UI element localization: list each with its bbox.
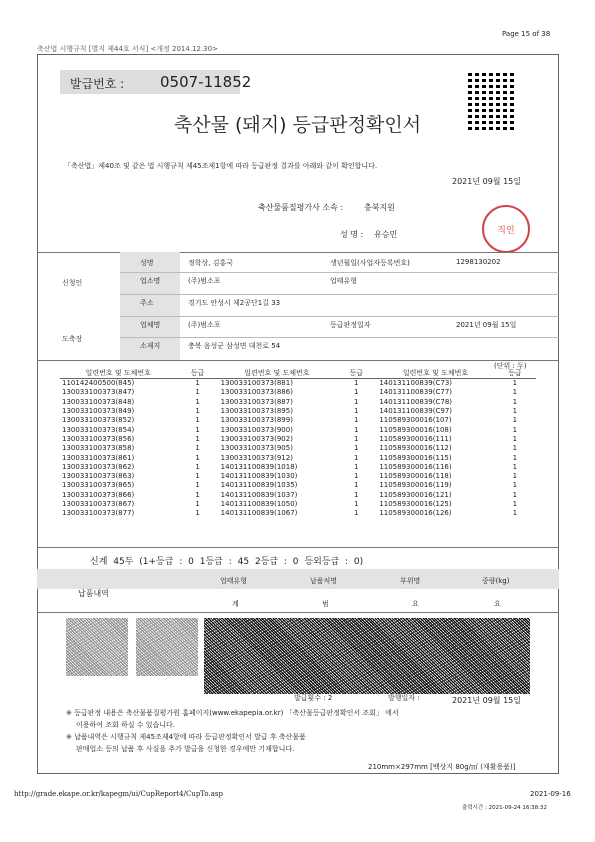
- grade-cell: 1: [195, 388, 200, 397]
- carcass-number: 110589300016(118): [379, 472, 452, 481]
- grade-cell: 1: [512, 509, 518, 518]
- seal-text: 직인: [497, 225, 515, 236]
- page-number: Page 15 of 38: [502, 30, 551, 38]
- delivery-label: 납품내역: [78, 589, 109, 598]
- delivery-header: 납품처명: [310, 577, 338, 585]
- carcass-number: 130033100373(861): [62, 453, 135, 462]
- carcass-number: 110589300016(112): [379, 444, 452, 453]
- table-row: [60, 453, 536, 462]
- carcass-number: 130033100373(862): [62, 462, 135, 471]
- grade-cell: 1: [353, 500, 359, 508]
- info-label: 소재지: [140, 342, 161, 350]
- carcass-number: 130033100373(887): [220, 397, 293, 406]
- slaughter-section: 도축장: [62, 335, 83, 343]
- carcass-number: 130033100373(866): [62, 490, 135, 499]
- statement: 「축산법」제40조 및 같은 법 시행규칙 제45조제1항에 따라 등급판정 결과를 아래와 같이 확인합니다.: [64, 162, 378, 170]
- grade-cell: 1: [195, 416, 200, 425]
- table-row: [60, 472, 536, 481]
- carcass-number: 140131100839(1037): [220, 490, 298, 499]
- grade-cell: 1: [353, 481, 359, 490]
- delivery-value: 요: [412, 600, 419, 608]
- grade-cell: 1: [353, 434, 359, 443]
- info-label: 등급판정일자: [330, 321, 371, 329]
- info-label: 업태유형: [330, 277, 358, 285]
- grade-cell: 1: [353, 425, 359, 434]
- grade-cell: 1: [512, 397, 518, 406]
- carcass-number: 110589300016(125): [379, 500, 452, 508]
- info-value: 충북 음성군 삼성면 대천로 54: [188, 342, 281, 350]
- grade-cell: 1: [512, 416, 518, 425]
- carcass-number: 130033100373(867): [62, 500, 135, 508]
- delivery-value: 범: [322, 600, 329, 608]
- carcass-number: 140131100839(1050): [220, 500, 298, 508]
- carcass-number: 140131100839(C73): [379, 379, 453, 388]
- masked-image: [66, 618, 128, 676]
- info-label: 주소: [140, 299, 154, 307]
- grade-cell: 1: [353, 388, 359, 397]
- issue-count: 발급횟수 : 2: [294, 694, 333, 702]
- carcass-number: 110589300016(116): [379, 462, 452, 471]
- carcass-number: 130033100373(877): [62, 509, 135, 518]
- grade-cell: 1: [195, 425, 200, 434]
- notes: [66, 707, 399, 755]
- info-value: 2021년 09월 15일: [456, 321, 517, 329]
- footer-date: 2021-09-16: [530, 790, 571, 798]
- column-header: 등급: [494, 368, 536, 379]
- carcass-number: 110589300016(119): [379, 481, 452, 490]
- table-row: [60, 388, 536, 397]
- org-name: 충북지원: [364, 203, 395, 212]
- carcass-number: 140131100839(1035): [220, 481, 298, 490]
- issue-date-label: 발행일자 :: [388, 694, 420, 702]
- carcass-number: 140131100839(1018): [220, 462, 298, 471]
- carcass-number: 110589300016(108): [379, 425, 452, 434]
- info-value: 1298130202: [456, 258, 501, 266]
- evaluator-label: 성 명 :: [340, 230, 364, 239]
- carcass-number: 110589300016(107): [379, 416, 452, 425]
- grade-cell: 1: [353, 490, 359, 499]
- carcass-number: 130033100373(849): [62, 407, 135, 416]
- info-label: 생년월일(사업자등록번호): [330, 259, 410, 267]
- carcass-number: 140131100839(C77): [379, 388, 453, 397]
- divider: [37, 252, 559, 253]
- grade-cell: 1: [512, 453, 518, 462]
- table-row: [60, 398, 536, 407]
- delivery-header: 부위명: [400, 577, 421, 585]
- table-row: [60, 379, 536, 389]
- org-label: 축산물품질평가사 소속 :: [258, 203, 344, 212]
- delivery-header: 중량(kg): [482, 577, 510, 585]
- carcass-number: 130033100373(895): [220, 407, 293, 416]
- grade-cell: 1: [195, 462, 200, 471]
- carcass-number: 130033100373(900): [220, 425, 293, 434]
- issue-label: 발급번호 :: [70, 77, 125, 91]
- carcass-number: 110142400500(845): [62, 379, 135, 388]
- grade-cell: 1: [353, 397, 359, 406]
- row-divider: [120, 316, 559, 317]
- grade-cell: 1: [512, 425, 518, 434]
- table-row: [60, 509, 536, 518]
- note-line: ※ 납품내역은 시행규칙 제45조제4항에 따라 등급판정확인서 발급 후 축산물품: [66, 733, 306, 741]
- masked-image: [204, 618, 530, 694]
- carcass-number: 110589300016(126): [379, 509, 452, 518]
- grade-cell: 1: [512, 434, 518, 443]
- table-row: [60, 444, 536, 453]
- form-note: 축산법 시행규칙 [별지 제44호 서식] <개정 2014.12.30>: [37, 45, 218, 53]
- unit-label: (단위 : 두): [494, 362, 527, 370]
- table-row: [60, 407, 536, 416]
- carcass-number: 130033100373(847): [62, 388, 135, 397]
- carcass-number: 130033100373(902): [220, 434, 293, 443]
- grade-cell: 1: [512, 407, 518, 416]
- table-row: [60, 425, 536, 434]
- info-value: 경기도 안성시 제2공단1길 33: [188, 299, 281, 307]
- evaluator-name: 유승민: [374, 230, 398, 239]
- grade-cell: 1: [353, 472, 359, 481]
- official-seal: [482, 205, 530, 253]
- masked-image: [136, 618, 198, 676]
- carcass-number: 130033100373(856): [62, 434, 135, 443]
- summary: 신계 45두 (1+등급 : 0 1등급 : 45 2등급 : 0 등외등급 : 0): [90, 557, 364, 567]
- carcass-number: 130033100373(899): [220, 416, 293, 425]
- grade-cell: 1: [353, 444, 359, 453]
- grade-cell: 1: [195, 379, 200, 388]
- issue-date-top: 2021년 09월 15일: [452, 177, 521, 186]
- grade-cell: 1: [195, 434, 200, 443]
- carcass-number: 140131100839(1067): [220, 509, 298, 518]
- issue-date: 2021년 09월 15일: [452, 696, 521, 705]
- issue-number: 0507-11852: [160, 73, 252, 91]
- footer-print-time: 출력시간 : 2021-09-24 16:38:32: [462, 805, 548, 811]
- divider: [37, 612, 559, 613]
- page-title: 축산물 (돼지) 등급판정확인서: [173, 114, 422, 136]
- carcass-number: 130033100373(886): [220, 388, 293, 397]
- note-line: ※ 등급판정 내용은 축산물품질평가원 홈페이지(www.ekapepia.or.kr) 「축산물등급판정확인서 조회」 에서: [66, 709, 399, 717]
- grade-cell: 1: [512, 388, 518, 397]
- delivery-value: 계: [232, 600, 239, 608]
- grade-cell: 1: [512, 490, 518, 499]
- grade-cell: 1: [195, 481, 200, 490]
- column-header: 일련번호 및 도체번호: [60, 368, 176, 379]
- carcass-number: 140131100839(C97): [379, 407, 453, 416]
- grade-cell: 1: [353, 379, 359, 388]
- delivery-header-bg: [37, 569, 559, 589]
- carcass-number: 140131100839(C78): [379, 397, 453, 406]
- row-divider: [120, 294, 559, 295]
- row-divider: [120, 337, 559, 338]
- delivery-value: 요: [494, 600, 501, 608]
- table-row: [60, 463, 536, 472]
- applicant-section: 신청인: [62, 279, 83, 287]
- grade-cell: 1: [353, 509, 359, 518]
- grade-cell: 1: [195, 509, 200, 518]
- info-label: 업소명: [140, 277, 161, 285]
- divider: [37, 360, 559, 361]
- column-header: 일련번호 및 도체번호: [219, 368, 335, 379]
- grade-cell: 1: [353, 462, 359, 471]
- carcass-number: 130033100373(852): [62, 416, 135, 425]
- grade-cell: 1: [195, 500, 200, 508]
- column-header: 등급: [176, 368, 218, 379]
- info-value: 정학상, 김홍국: [188, 259, 234, 267]
- column-header: 일련번호 및 도체번호: [377, 368, 493, 379]
- carcass-number: 140131100839(1030): [220, 472, 298, 481]
- paper-size: 210mm×297mm [백상지 80g/㎡ (재활용품)]: [368, 763, 516, 771]
- table-row: [60, 435, 536, 444]
- info-value: (주)범소포: [188, 321, 221, 329]
- grade-cell: 1: [512, 379, 518, 388]
- note-line: 판매업소 등의 납품 후 사실을 추가 발급을 신청한 경우에만 기재합니다.: [76, 745, 295, 753]
- delivery-header: 업태유형: [220, 577, 248, 585]
- grade-cell: 1: [353, 407, 359, 416]
- grade-cell: 1: [512, 472, 518, 481]
- note-line: 이용하여 조회 하실 수 있습니다.: [76, 721, 176, 729]
- grade-cell: 1: [195, 397, 200, 406]
- divider: [37, 547, 559, 548]
- carcass-number: 130033100373(854): [62, 425, 135, 434]
- grade-cell: 1: [195, 490, 200, 499]
- table-row: [60, 416, 536, 425]
- carcass-number: 130033100373(863): [62, 472, 135, 481]
- table-row: [60, 491, 536, 500]
- grade-cell: 1: [195, 453, 200, 462]
- grade-table: [60, 368, 536, 518]
- grade-cell: 1: [353, 453, 359, 462]
- grade-cell: 1: [353, 416, 359, 425]
- grade-cell: 1: [195, 407, 200, 416]
- info-label: 성명: [140, 259, 154, 267]
- carcass-number: 110589300016(121): [379, 490, 452, 499]
- grade-cell: 1: [512, 462, 518, 471]
- column-header: 등급: [335, 368, 377, 379]
- row-divider: [120, 272, 559, 273]
- carcass-number: 130033100373(905): [220, 444, 293, 453]
- carcass-number: 110589300016(111): [379, 434, 452, 443]
- carcass-number: 130033100373(865): [62, 481, 135, 490]
- carcass-number: 130033100373(858): [62, 444, 135, 453]
- grade-cell: 1: [512, 500, 518, 508]
- footer-url[interactable]: http://grade.ekape.or.kr/kapegm/ui/CupReport4/CupTo.asp: [14, 790, 223, 798]
- carcass-number: 130033100373(848): [62, 397, 135, 406]
- grade-cell: 1: [512, 444, 518, 453]
- carcass-number: 130033100373(881): [220, 379, 293, 388]
- carcass-number: 110589300016(115): [379, 453, 452, 462]
- table-row: [60, 500, 536, 509]
- carcass-number: 130033100373(912): [220, 453, 293, 462]
- grade-cell: 1: [195, 472, 200, 481]
- info-label: 업체명: [140, 321, 161, 329]
- grade-cell: 1: [195, 444, 200, 453]
- table-row: [60, 481, 536, 490]
- info-value: (주)범소포: [188, 277, 221, 285]
- grade-cell: 1: [512, 481, 518, 490]
